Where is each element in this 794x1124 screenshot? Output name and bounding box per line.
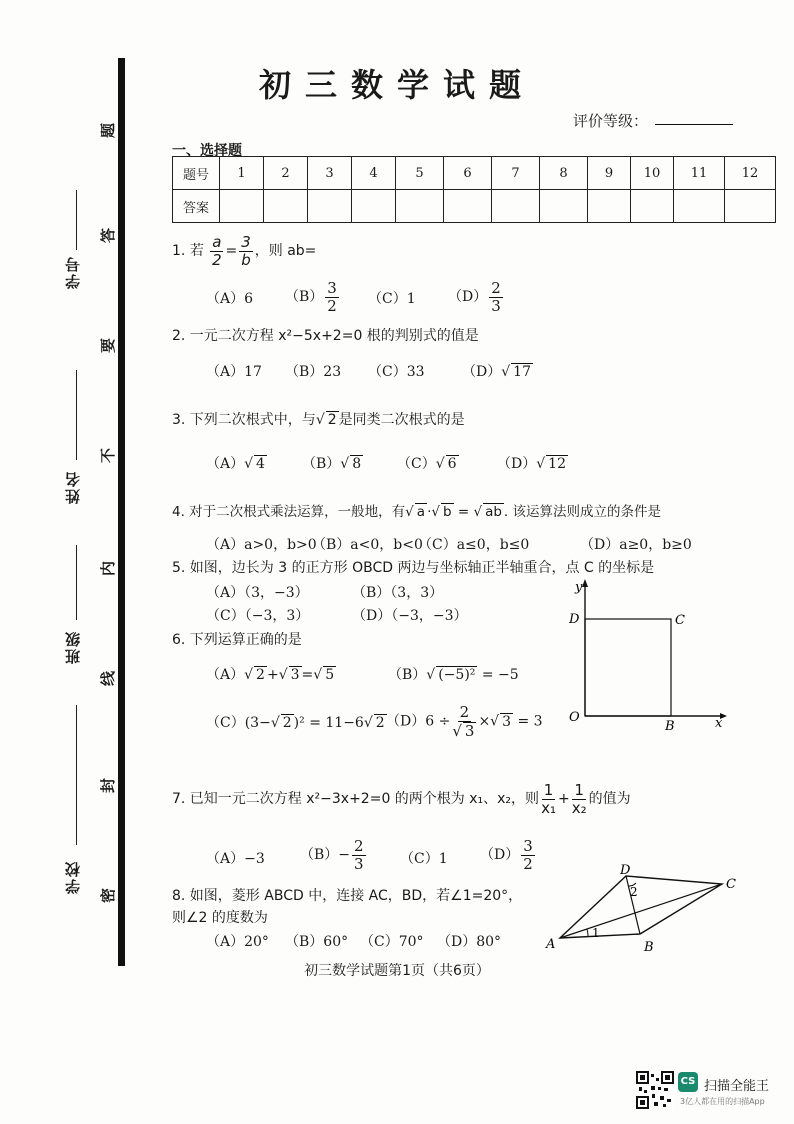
square-figure [555, 575, 735, 730]
question-number-cell: 5 [396, 157, 444, 190]
section-heading: 一、选择题 [172, 143, 242, 159]
point-c-label: C [675, 613, 685, 628]
question-3: 3. 下列二次根式中，与√ 2 是同类二次根式的是 [172, 412, 465, 428]
student-id-line [76, 190, 77, 250]
q5-option-b: （B）（3，3） [352, 585, 444, 601]
question-number-cell: 2 [264, 157, 308, 190]
class-label: 班级 [64, 630, 82, 664]
answer-table [172, 156, 776, 223]
question-number-cell: 10 [631, 157, 674, 190]
binding-bar [118, 58, 125, 966]
q2-option-b: （B）23 [285, 364, 342, 380]
question-number-cell: 11 [674, 157, 725, 190]
question-4: 4. 对于二次根式乘法运算，一般地，有√ a ·√ b = √ ab . 该运算法则成立的条件是 [172, 504, 661, 520]
class-line [76, 545, 77, 620]
question-number-cell: 8 [540, 157, 588, 190]
scanner-brand: 扫描全能王 [704, 1079, 770, 1094]
q4-option-c: （C）a≤0，b≤0 [418, 537, 530, 553]
q8-option-d: （D）80° [437, 934, 502, 950]
question-number-cell: 1 [220, 157, 264, 190]
page-footer: 初三数学试题第1页（共6页） [304, 963, 490, 979]
school-label: 学校 [64, 860, 82, 894]
question-8-line-2: 则∠2 的度数为 [172, 910, 268, 926]
answer-cell[interactable] [492, 190, 540, 223]
q4-option-d: （D）a≥0，b≥0 [580, 537, 692, 553]
q2-option-c: （C）33 [368, 364, 425, 380]
angle-1-label: 1 [592, 926, 600, 940]
answer-cell[interactable] [264, 190, 308, 223]
question-number-cell: 4 [352, 157, 396, 190]
camscanner-logo-icon: CS [678, 1072, 698, 1092]
q8-option-b: （B）60° [285, 934, 349, 950]
seal-char: 密 [99, 887, 118, 904]
seal-char: 内 [99, 560, 118, 577]
question-6: 6. 下列运算正确的是 [172, 632, 302, 648]
x-axis-label: x [715, 716, 723, 730]
question-number-cell: 7 [492, 157, 540, 190]
q1-option-d: （D） $\frac{2}{3}$ [448, 279, 501, 315]
question-number-cell: 6 [444, 157, 492, 190]
q4-option-b: （B）a<0，b<0 [312, 537, 423, 553]
rhombus-figure [540, 862, 750, 954]
q2-option-a: （A）17 [206, 364, 262, 380]
answer-cell[interactable] [396, 190, 444, 223]
q7-option-b: （B）− $\frac{2}{3}$ [300, 837, 364, 873]
question-2: 2. 一元二次方程 x²−5x+2=0 根的判别式的值是 [172, 328, 479, 344]
question-8-line-1: 8. 如图，菱形 ABCD 中，连接 AC，BD，若∠1=20°， [172, 888, 523, 904]
q7-option-a: （A）−3 [206, 851, 265, 867]
q3-option-d: （D）√ 12 [497, 456, 566, 472]
question-number-cell: 9 [588, 157, 631, 190]
vertex-c-label: C [726, 877, 736, 892]
qr-code-icon [636, 1071, 674, 1109]
seal-char: 不 [99, 447, 118, 464]
q8-option-a: （A）20° [206, 934, 269, 950]
q6-option-c: （C）(3−√ 2 )² = 11−6√ 2 [206, 715, 385, 731]
scanner-tagline: 3亿人都在用的扫描App [680, 1097, 765, 1106]
q7-option-d: （D） $\frac{3}{2}$ [480, 837, 533, 873]
answer-cell[interactable] [540, 190, 588, 223]
name-line [76, 370, 77, 460]
answer-cell[interactable] [444, 190, 492, 223]
vertex-d-label: D [620, 863, 631, 878]
q4-option-a: （A）a>0，b>0 [206, 537, 317, 553]
question-1: 1. 若 $\frac{a}{2}$ = $\frac{3}{b}$ ，则 ab= [172, 233, 317, 269]
q3-option-b: （B）√ 8 [302, 456, 362, 472]
answer-cell[interactable] [220, 190, 264, 223]
question-number-cell: 3 [308, 157, 352, 190]
q3-option-c: （C）√ 6 [397, 456, 457, 472]
q3-option-a: （A）√ 4 [206, 456, 265, 472]
q6-option-b: （B）√ (−5)² = −5 [388, 667, 519, 683]
grade-label: 评价等级： [573, 112, 649, 130]
seal-char: 要 [99, 337, 118, 354]
answer-cell[interactable] [631, 190, 674, 223]
page-title: 初三数学试题 [258, 66, 535, 104]
answer-cell[interactable] [308, 190, 352, 223]
q1-option-c: （C）1 [368, 291, 416, 307]
y-axis-label: y [575, 580, 583, 595]
answer-cell[interactable] [352, 190, 396, 223]
vertex-a-label: A [546, 937, 556, 952]
grade-blank[interactable] [655, 124, 733, 125]
q5-option-a: （A）（3，−3） [206, 585, 309, 601]
q7-option-c: （C）1 [400, 851, 448, 867]
seal-char: 题 [99, 122, 118, 139]
point-d-label: D [569, 612, 580, 627]
student-id-label: 学号 [64, 255, 82, 289]
table-header-cell: 答案 [173, 190, 220, 223]
seal-char: 答 [99, 227, 118, 244]
school-line [76, 705, 77, 845]
name-label: 姓名 [64, 470, 82, 504]
q5-option-d: （D）（−3，−3） [352, 608, 468, 624]
angle-2-label: 2 [630, 885, 638, 899]
q6-option-a: （A）√ 2 +√ 3 =√ 5 [206, 667, 335, 683]
answer-cell[interactable] [725, 190, 776, 223]
question-5: 5. 如图，边长为 3 的正方形 OBCD 两边与坐标轴正半轴重合，点 C 的坐标是 [172, 560, 655, 576]
q6-option-d: （D）6 ÷ $\frac{2}{√ 3}$ ×√ 3 = 3 [386, 703, 543, 740]
q2-option-d: （D）√ 17 [462, 364, 531, 380]
seal-char: 封 [99, 777, 118, 794]
q8-option-c: （C）70° [360, 934, 424, 950]
seal-char: 线 [99, 670, 118, 687]
table-row [173, 190, 776, 223]
point-b-label: B [665, 719, 675, 730]
question-7: 7. 已知一元二次方程 x²−3x+2=0 的两个根为 x₁、x₂，则 $\frac{1}{\text{x₁}}$ + $\frac{1}{\text{x₂}}$ 的值为 [172, 781, 631, 817]
q1-option-b: （B） $\frac{3}{2}$ [285, 279, 337, 315]
table-row [173, 157, 776, 190]
answer-cell[interactable] [674, 190, 725, 223]
answer-cell[interactable] [588, 190, 631, 223]
table-header-cell: 题号 [173, 157, 220, 190]
q1-option-a: （A）6 [206, 291, 254, 307]
q5-option-c: （C）（−3，3） [206, 608, 310, 624]
vertex-b-label: B [644, 940, 654, 954]
question-number-cell: 12 [725, 157, 776, 190]
point-o-label: O [569, 710, 580, 725]
